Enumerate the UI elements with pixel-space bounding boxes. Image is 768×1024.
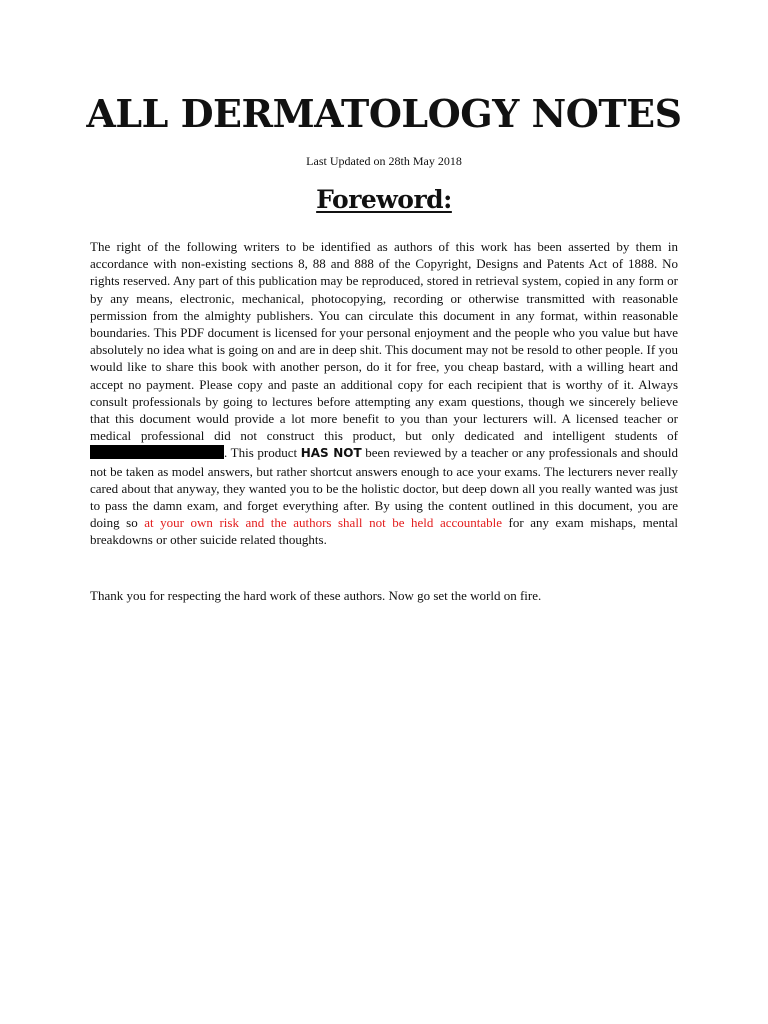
paragraph-text-part-4: for any exam mishaps, mental breakdowns or other suicide related thoughts. (90, 515, 678, 548)
thanks-paragraph: Thank you for respecting the hard work of these authors. Now go set the world on fire. (90, 588, 542, 603)
paragraph-text-part-3: been reviewed by a teacher or any professionals and should not be taken as model answers, but rather shortcut answers enough to ace your exams. The lecturers never really cared about that anyway, they wanted you to be the holistic doctor, but deep down all you really wanted was just to pass the damn exam, and forget everything after. By using the content outlined in this document, you are doing so (90, 445, 678, 531)
document-title: ALL DERMATOLOGY NOTES (86, 91, 682, 136)
foreword-heading: Foreword: (316, 185, 452, 214)
foreword-paragraph (90, 238, 678, 549)
last-updated-text: Last Updated on 28th May 2018 (306, 154, 462, 168)
paragraph-text-part-2: . This product (224, 445, 301, 461)
paragraph-text-part-1: The right of the following writers to be identified as authors of this work has been asserted by them in accordance with non-existing sections 8, 88 and 888 of the Copyright, Designs and Patents Act of 1888. No rights reserved. Any part of this publication may be reproduced, stored in retrieval system, copied in any form or by any means, electronic, mechanical, photocopying, recording or otherwise transmitted with reasonable permission from the almighty publishers. You can circulate this document in any format, within reasonable boundaries. This PDF document is licensed for your personal enjoyment and the people who you value but have absolutely no idea what is going on and are in deep shit. This document may not be resold to other people. If you would like to share this book with another person, do it for free, you cheap bastard, with a willing heart and accept no payment. Please copy and paste an additional copy for each recipient that is worthy of it. Always consult professionals by going to lectures before attempting any exam questions, though we sincerely believe that this document would provide a lot more benefit to you than your lecturers will. A licensed teacher or medical professional did not construct this product, but only dedicated and intelligent students of (90, 239, 678, 444)
redaction-bar (90, 445, 224, 459)
risk-warning-text: at your own risk and the authors shall not be held accountable (144, 515, 503, 531)
has-not-emphasis: HAS NOT (300, 446, 362, 461)
